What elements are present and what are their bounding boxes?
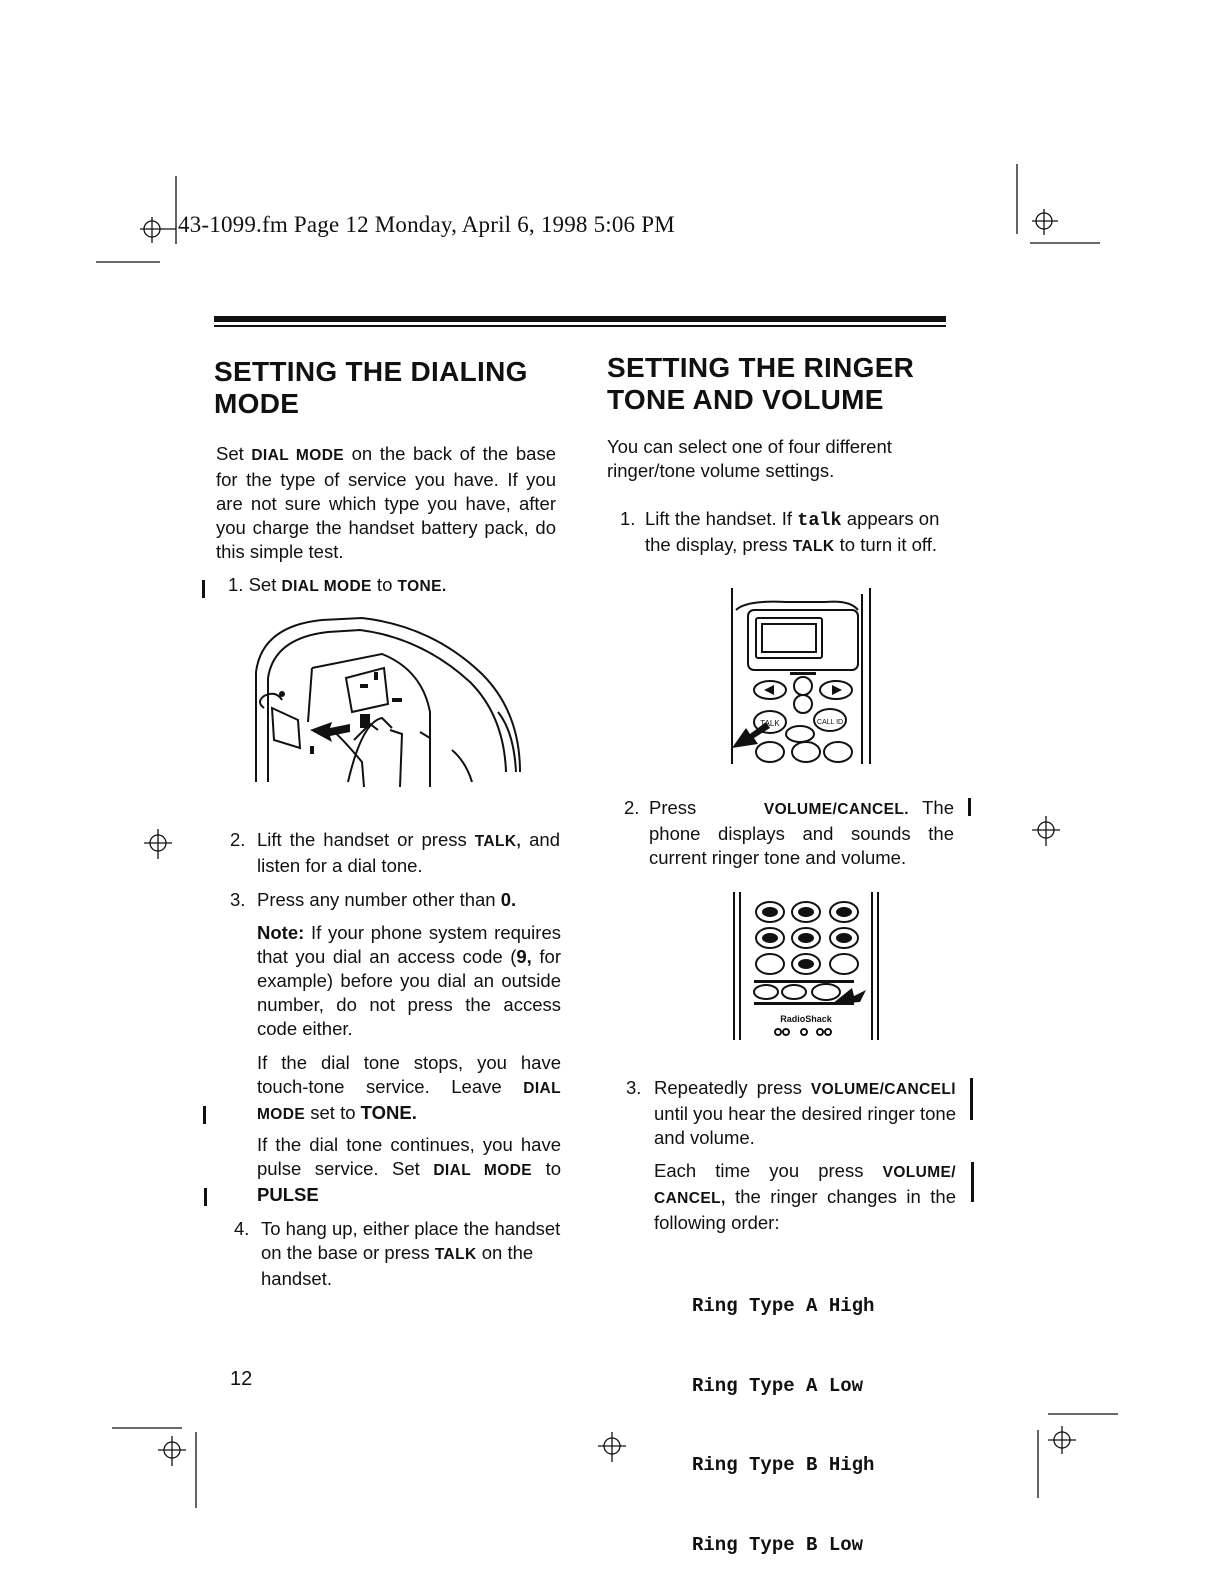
volume-cancel-term: VOLUME/CANCEL.: [763, 801, 909, 818]
left-tone-paragraph: If the dial tone stops, you have touch-tone service. Leave DIAL MODE set to TONE.: [257, 1052, 561, 1123]
change-bar: [203, 1106, 206, 1124]
handset-top-illustration: [726, 588, 876, 768]
left-step-4: 4. To hang up, either place the handset on the base or press TALK on the handset.: [234, 1218, 561, 1289]
ring-type-item: Ring Type A High: [692, 1295, 875, 1317]
ring-type-item: Ring Type B Low: [692, 1533, 864, 1556]
talk-key-label: TALK: [760, 719, 780, 728]
talk-display-text: talk: [797, 510, 842, 531]
note-label: Note:: [257, 922, 305, 943]
top-rule-thin: [214, 325, 946, 327]
top-rule-thick: [214, 316, 946, 322]
talk-term: TALK,: [474, 833, 522, 850]
phone-base-illustration: [252, 612, 522, 787]
change-bar: [970, 1078, 973, 1120]
right-each-paragraph: Each time you press VOLUME/ CANCEL, the ringer changes in the following order:: [654, 1160, 956, 1233]
left-title-line2: MODE: [214, 388, 300, 419]
left-note: Note: If your phone system requires that you dial an access code (9, for example) before you dial an outside number, do not press the access code either.: [257, 922, 561, 1039]
ring-type-item: Ring Type A Low: [692, 1374, 864, 1397]
left-step-3: 3. Press any number other than 0.: [230, 889, 517, 910]
right-step-3: 3. Repeatedly press VOLUME/CANCELl until you hear the desired ringer tone and volume.: [626, 1077, 956, 1148]
change-bar: [202, 580, 205, 598]
right-intro: You can select one of four different ringer/tone volume settings.: [607, 436, 892, 481]
left-pulse-paragraph: If the dial tone continues, you have pulse service. Set DIAL MODE to PULSE: [257, 1134, 561, 1205]
right-step-2: 2. Press VOLUME/CANCEL. The phone displays and sounds the current ringer tone and volume.: [624, 797, 954, 868]
right-section-title: [607, 352, 947, 416]
left-intro: Set DIAL MODE on the back of the base for the type of service you have. If you are not sure which type you have, after you charge the handset battery pack, do this simple test.: [216, 443, 556, 562]
ring-type-list: [692, 1240, 874, 1585]
right-title-line1: SETTING THE RINGER: [607, 352, 915, 383]
brand-label: RadioShack: [780, 1014, 832, 1024]
right-title-line2: TONE AND VOLUME: [607, 384, 884, 415]
right-step-1: 1. Lift the handset. If talk appears on the display, press TALK to turn it off.: [620, 508, 940, 555]
change-bar: [204, 1188, 207, 1206]
change-bar: [971, 1162, 974, 1202]
left-step-2: 2. Lift the handset or press TALK, and listen for a dial tone.: [230, 829, 560, 876]
print-header: 43-1099.fm Page 12 Monday, April 6, 1998 5:06 PM: [178, 212, 675, 237]
left-title-line1: SETTING THE DIALING: [214, 356, 528, 387]
left-section-title: [214, 356, 554, 420]
dial-mode-term: DIAL MODE: [251, 447, 345, 464]
left-step-1: 1. Set DIAL MODE to TONE.: [228, 574, 447, 595]
change-bar: [968, 798, 971, 816]
callid-key-label: CALL ID: [816, 719, 844, 726]
page-number: 12: [230, 1368, 253, 1390]
ring-type-item: Ring Type B High: [692, 1454, 875, 1476]
keypad-illustration: [732, 892, 882, 1042]
